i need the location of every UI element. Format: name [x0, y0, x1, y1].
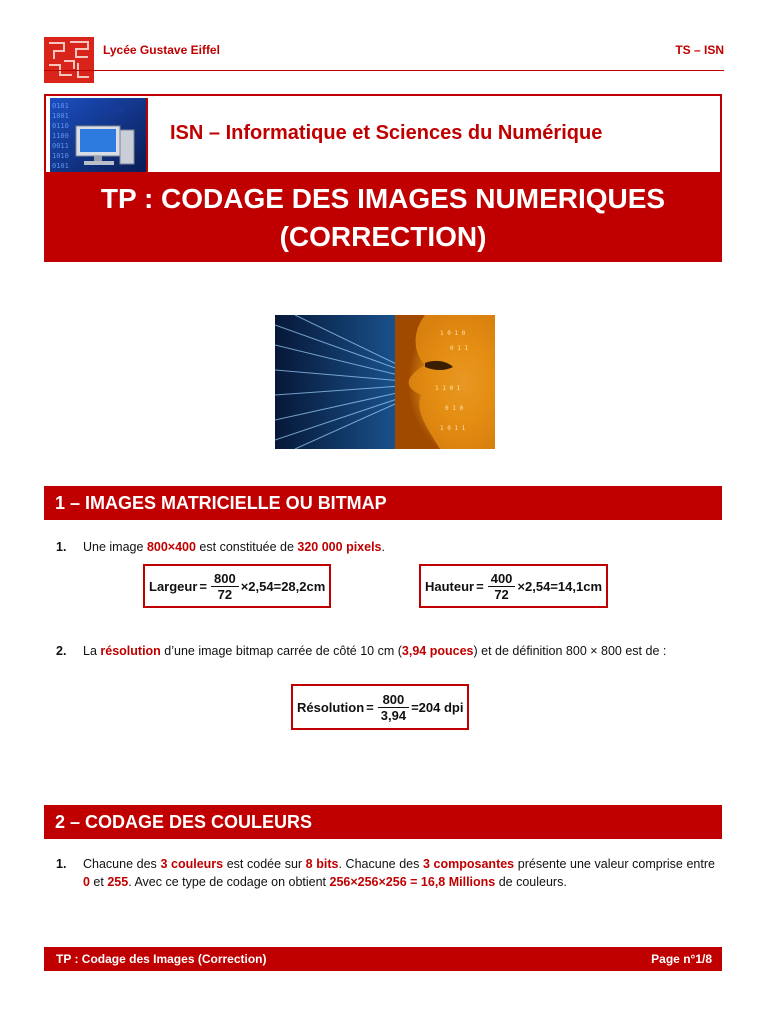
highlight-value: 8 bits	[305, 857, 339, 871]
header-divider	[44, 70, 724, 71]
isn-computer-image	[50, 98, 148, 172]
highlight-value: 256×256×256 = 16,8 Millions	[329, 875, 496, 889]
school-logo	[44, 37, 94, 83]
highlight-value: 3 couleurs	[160, 857, 224, 871]
text-run: d’une image bitmap carrée de côté 10 cm (	[160, 644, 402, 658]
text-run: Chacune des	[83, 857, 161, 871]
text-run: présente une valeur comprise entre	[514, 857, 715, 871]
page-number: Page n°1/8	[651, 952, 712, 966]
text-run: La	[83, 644, 101, 658]
text-run: est codée sur	[223, 857, 306, 871]
svg-text:1 0 1 1: 1 0 1 1	[440, 425, 466, 432]
svg-text:0110: 0110	[52, 122, 69, 130]
formula-resolution: Résolution = $\frac{800}{3,94}$ =204 dpi	[291, 684, 469, 730]
text-run: est constituée de	[195, 540, 298, 554]
formula-hauteur: Hauteur = $\frac{400}{72}$ ×2,54=14,1cm	[419, 564, 608, 608]
formula-fraction	[378, 692, 409, 723]
svg-text:1010: 1010	[52, 152, 69, 160]
highlight-value: 800×400	[146, 540, 196, 554]
svg-text:1 1 0 1: 1 1 0 1	[435, 385, 461, 392]
page-title	[44, 180, 722, 256]
svg-text:0 1 0: 0 1 0	[445, 405, 464, 412]
formula-result: ×2,54=28,2cm	[240, 578, 326, 594]
title-line-2: (CORRECTION)	[279, 221, 487, 252]
formula-fraction	[488, 571, 516, 602]
formula-label: Hauteur	[425, 578, 475, 594]
item-number: 2.	[56, 644, 67, 658]
highlight-value: 320 000 pixels	[297, 540, 382, 554]
text-run: et	[89, 875, 108, 889]
svg-text:0101: 0101	[52, 162, 69, 170]
formula-result: ×2,54=14,1cm	[517, 578, 602, 594]
footer-title: TP : Codage des Images (Correction)	[56, 952, 267, 966]
text-run: . Chacune des	[338, 857, 423, 871]
class-label: TS – ISN	[675, 43, 724, 57]
subtitle	[170, 122, 602, 145]
item-text	[83, 642, 715, 660]
svg-text:0101: 0101	[52, 102, 69, 110]
item-text	[83, 538, 715, 556]
highlight-value: 3,94 pouces	[401, 644, 474, 658]
denominator: 3,94	[380, 707, 407, 723]
svg-text:1 0 1 0: 1 0 1 0	[440, 330, 466, 337]
digital-face-illustration	[275, 315, 495, 449]
svg-text:0 1 1: 0 1 1	[450, 345, 469, 352]
section-2-title: 2 – CODAGE DES COULEURS	[55, 812, 313, 832]
subtitle-frame	[44, 94, 722, 176]
text-run: ) et de définition 800 × 800 est de :	[473, 644, 667, 658]
numerator: 800	[214, 570, 236, 586]
denominator: 72	[494, 586, 509, 602]
denominator: 72	[217, 586, 233, 602]
svg-text:0011: 0011	[52, 142, 69, 150]
svg-text:1100: 1100	[52, 132, 69, 140]
item-number: 1.	[56, 540, 67, 554]
formula-label: Résolution	[297, 699, 365, 715]
formula-result: =204 dpi	[411, 699, 464, 715]
school-name: Lycée Gustave Eiffel	[103, 43, 220, 57]
highlight-value: 255	[107, 875, 129, 889]
text-run: Une image	[83, 540, 147, 554]
text-run: .	[381, 540, 385, 554]
section-heading-bitmap	[44, 486, 722, 520]
numerator: 400	[490, 570, 513, 586]
section-heading-colors	[44, 805, 722, 839]
highlight-value: 3 composantes	[422, 857, 515, 871]
formula-label: Largeur	[149, 578, 198, 594]
section-1-title: 1 – IMAGES MATRICIELLE OU BITMAP	[55, 493, 387, 513]
highlight-value: résolution	[100, 644, 161, 658]
title-line-1: TP : CODAGE DES IMAGES NUMERIQUES	[100, 183, 666, 214]
subtitle-prefix: ISN	[170, 122, 204, 144]
svg-text:1001: 1001	[52, 112, 69, 120]
text-run: de couleurs.	[495, 875, 567, 889]
page-footer	[44, 947, 722, 971]
title-block	[44, 94, 722, 262]
item-number: 1.	[56, 857, 67, 871]
subtitle-text: – Informatique et Sciences du Numérique	[203, 122, 603, 144]
formula-largeur: Largeur = $\frac{800}{72}$ ×2,54=28,2cm	[143, 564, 331, 608]
text-run: . Avec ce type de codage on obtient	[128, 875, 330, 889]
highlight-value: 0	[83, 875, 90, 889]
numerator: 800	[382, 691, 405, 707]
formula-fraction	[211, 571, 239, 602]
isn-badge: ISN	[106, 104, 125, 116]
item-text	[83, 855, 715, 891]
